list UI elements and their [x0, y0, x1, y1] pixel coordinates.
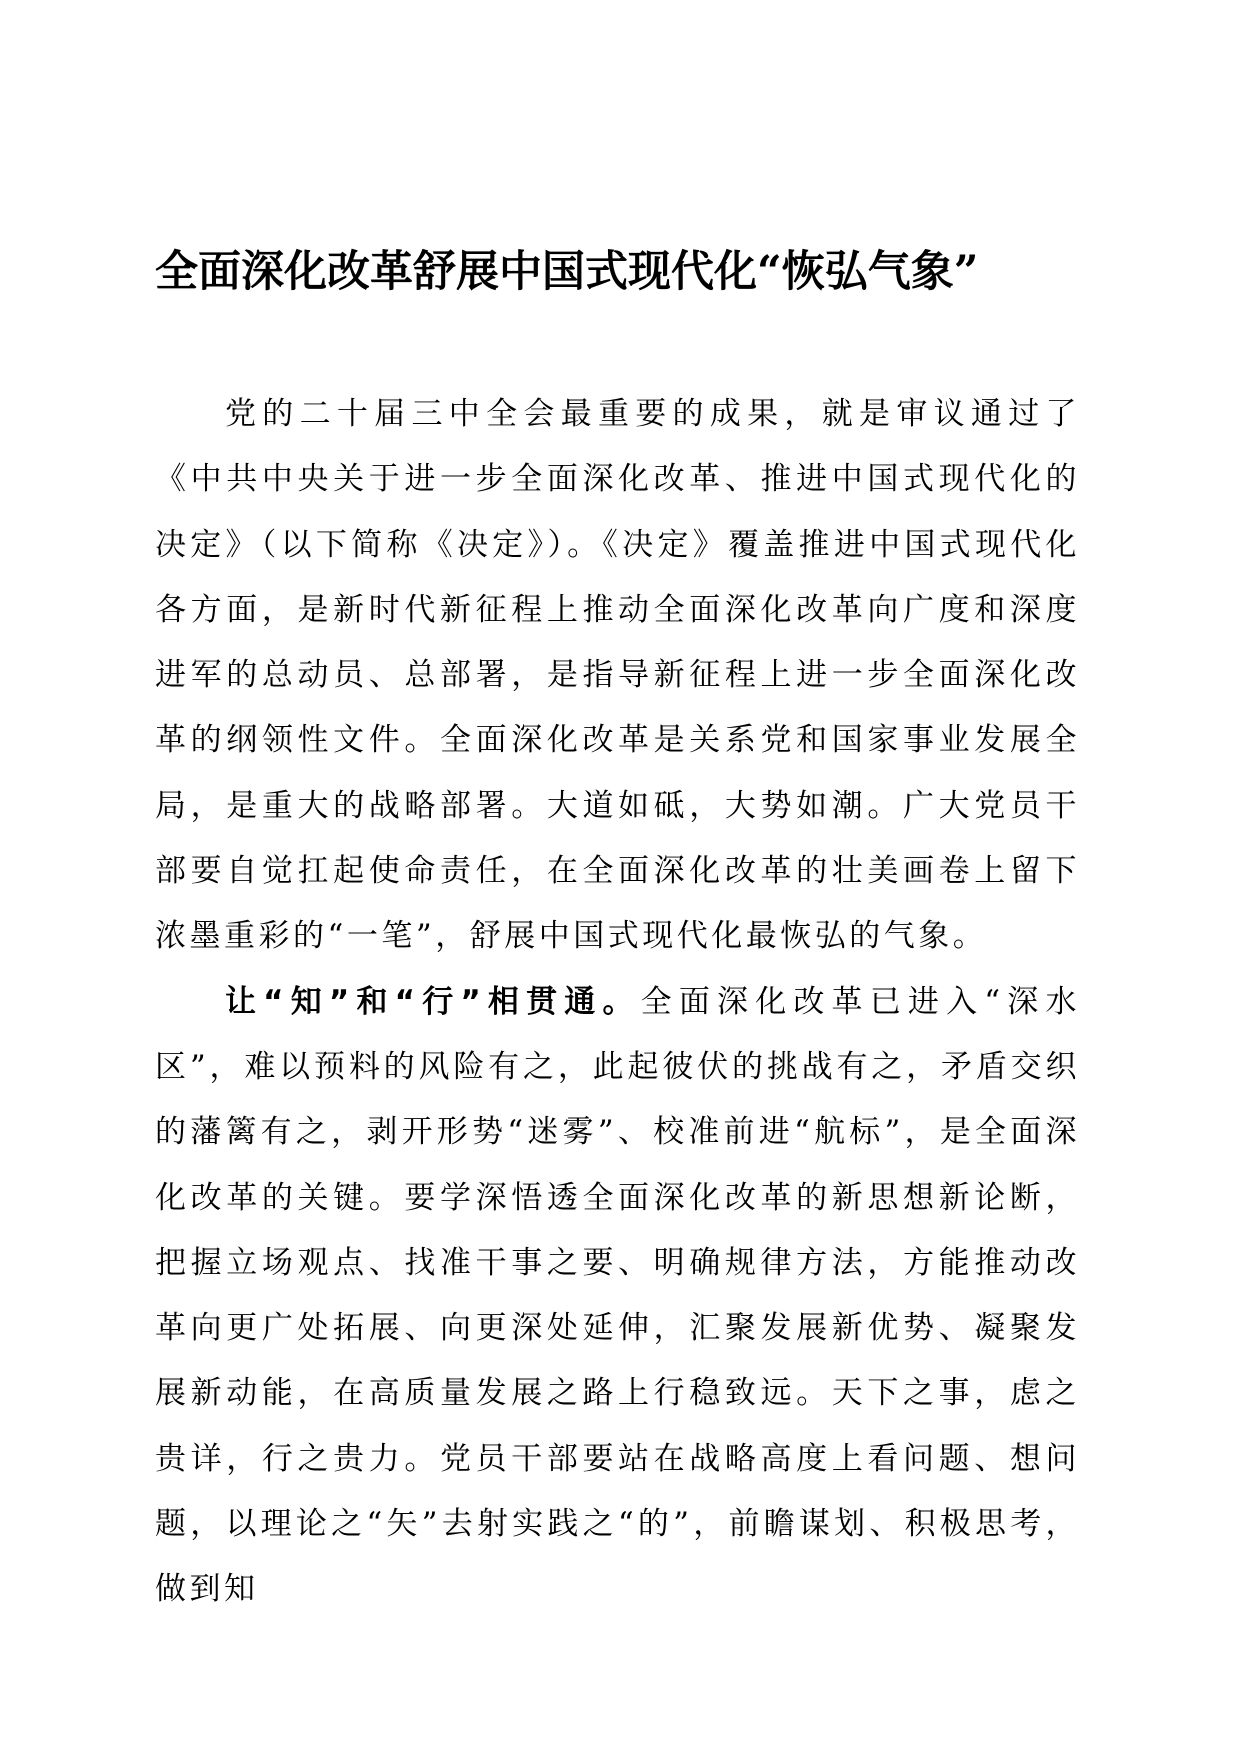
paragraph-text: 全面深化改革已进入“深水区”，难以预料的风险有之，此起彼伏的挑战有之，矛盾交织的藩篱有之，剥开形势“迷雾”、校准前进“航标”，是全面深化改革的关键。要学深悟透全面深化改革的新思想新论断，把握立场观点、找准干事之要、明确规律方法，方能推动改革向更广处拓展、向更深处延伸，汇聚发展新优势、凝聚发展新动能，在高质量发展之路上行稳致远。天下之事，虑之贵详，行之贵力。党员干部要站在战略高度上看问题、想问题，以理论之“矢”去射实践之“的”，前瞻谋划、积极思考，做到知	[155, 983, 1080, 1608]
paragraph-knowledge-action	[155, 970, 1080, 1623]
paragraph-text: 党的二十届三中全会最重要的成果，就是审议通过了《中共中央关于进一步全面深化改革、推进中国式现代化的决定》（以下简称《决定》）。《决定》覆盖推进中国式现代化各方面，是新时代新征程上推动全面深化改革向广度和深度进军的总动员、总部署，是指导新征程上进一步全面深化改革的纲领性文件。全面深化改革是关系党和国家事业发展全局，是重大的战略部署。大道如砥，大势如潮。广大党员干部要自觉扛起使命责任，在全面深化改革的壮美画卷上留下浓墨重彩的“一笔”，舒展中国式现代化最恢弘的气象。	[155, 396, 1080, 955]
paragraph-intro	[155, 382, 1080, 970]
document-body	[155, 382, 1080, 1623]
document-title: 全面深化改革舒展中国式现代化“恢弘气象”	[155, 247, 979, 297]
paragraph-lead: 让“知”和“行”相贯通。	[225, 983, 641, 1020]
